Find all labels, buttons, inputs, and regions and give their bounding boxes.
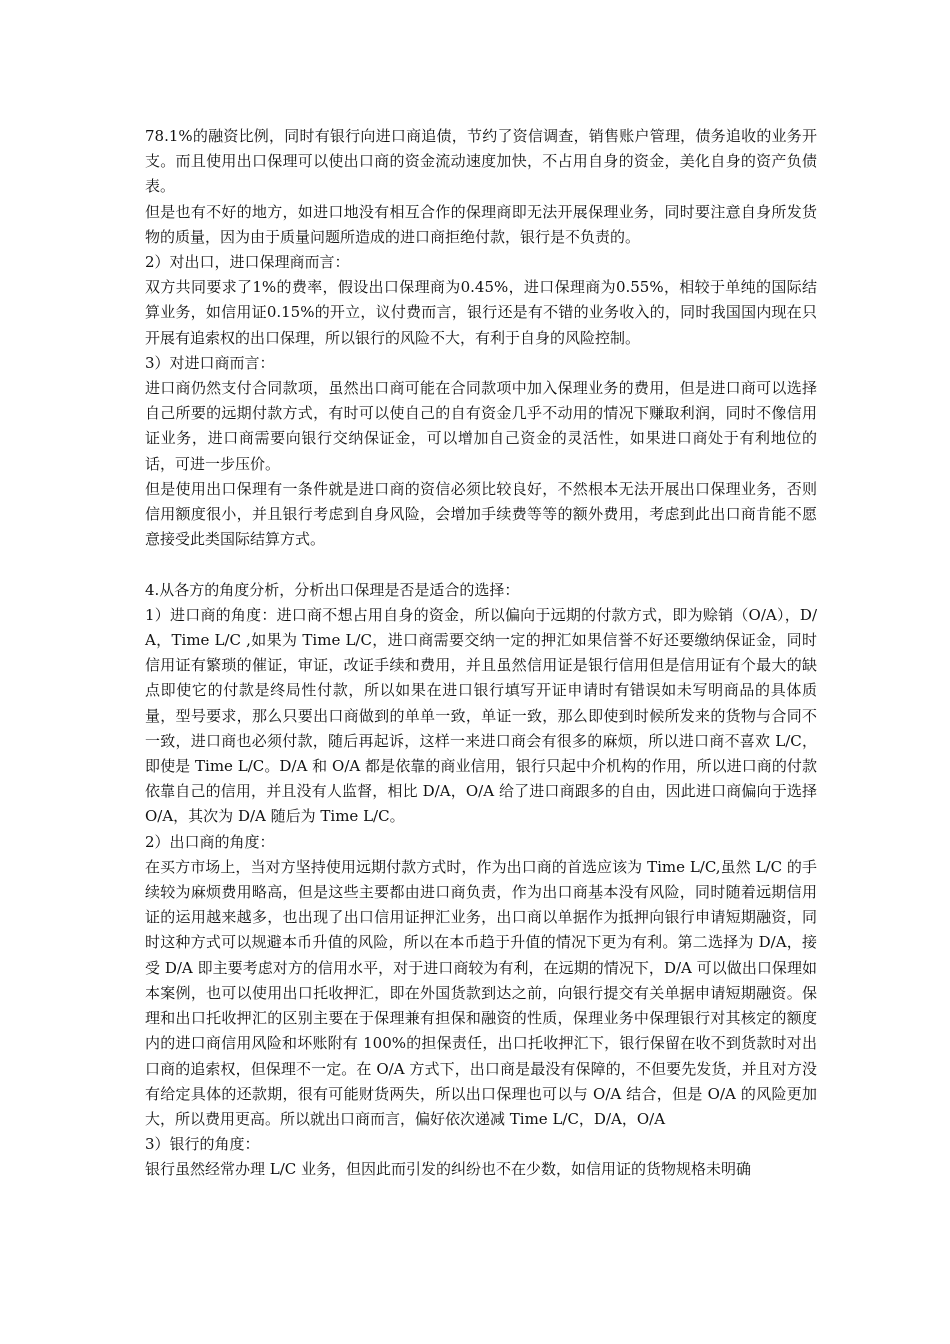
heading-exporter-angle: 2）出口商的角度： xyxy=(145,832,275,851)
paragraph-importer-conditions: 但是使用出口保理有一条件就是进口商的资信必须比较良好，不然根本无法开展出口保理业务，否则信用额度很小，并且银行考虑到自身风险，会增加手续费等等的额外费用，考虑到此出口商肯能不愿意接受此类国际结算方式。 xyxy=(145,479,817,549)
paragraph-factoring-drawbacks: 但是也有不好的地方，如进口地没有相互合作的保理商即无法开展保理业务，同时要注意自身所发货物的质量，因为由于质量问题所造成的进口商拒绝付款，银行是不负责的。 xyxy=(145,202,817,246)
paragraph-factoring-benefits: 78.1%的融资比例，同时有银行向进口商追债，节约了资信调查，销售账户管理，债务追收的业务开支。而且使用出口保理可以使出口商的资金流动速度加快，不占用自身的资金，美化自身的资产负债表。 xyxy=(145,127,817,196)
document-body xyxy=(145,124,817,1183)
heading-bank-angle: 3）银行的角度： xyxy=(145,1135,260,1154)
paragraph-exporter-angle: 在买方市场上，当对方坚持使用远期付款方式时，作为出口商的首选应该为 Time L/C,虽然 L/C 的手续较为麻烦费用略高，但是这些主要都由进口商负责，作为出口商基本没有风险，同时随着远期信用证的运用越来越多，也出现了出口信用证押汇业务，出口商以单据作为抵押向银行申请短期融资，同时这种方式可以规避本币升值的风险，所以在本币趋于升值的情况下更为有利。第二选择为 D/A，接受 D/A 即主要考虑对方的信用水平，对于进口商较为有利，在远期的情况下，D/A 可以做出口保理如本案例，也可以使用出口托收押汇，即在外国货款到达之前，向银行提交有关单据申请短期融资。保理和出口托收押汇的区别主要在于保理兼有担保和融资的性质，保理业务中保理银行对其核定的额度内的进口商信用风险和坏账附有 100%的担保责任，出口托收押汇下，银行保留在收不到货款时对出口商的追索权，但保理不一定。在 O/A 方式下，出口商是最没有保障的，不但要先发货，并且对方没有给定具体的还款期，很有可能财货两失，所以出口保理也可以与 O/A 结合，但是 O/A 的风险更加大，所以费用更高。所以就出口商而言，偏好依次递减 Time L/C，D/A，O/A xyxy=(145,857,817,1128)
paragraph-importer-angle: 1）进口商的角度：进口商不想占用自身的资金，所以偏向于远期的付款方式，即为赊销（O/A），D/A，Time L/C ,如果为 Time L/C，进口商需要交纳一定的押汇如果信誉不好还要缴纳保证金，同时信用证有繁琐的催证，审证，改证手续和费用，并且虽然信用证是银行信用但是信用证有个最大的缺点即使它的付款是终局性付款，所以如果在进口银行填写开证申请时有错误如未写明商品的具体质量，型号要求，那么只要出口商做到的单单一致，单证一致，那么即使到时候所发来的货物与合同不一致，进口商也必须付款，随后再起诉，这样一来进口商会有很多的麻烦，所以进口商不喜欢 L/C，即使是 Time L/C。D/A 和 O/A 都是依靠的商业信用，银行只起中介机构的作用，所以进口商的付款依靠自己的信用，并且没有人监督，相比 D/A，O/A 给了进口商跟多的自由，因此进口商偏向于选择 O/A，其次为 D/A 随后为 Time L/C。 xyxy=(145,605,817,826)
paragraph-importer-benefits: 进口商仍然支付合同款项，虽然出口商可能在合同款项中加入保理业务的费用，但是进口商可以选择自己所要的远期付款方式，有时可以使自己的自有资金几乎不动用的情况下赚取利润，同时不像信用证业务，进口商需要向银行交纳保证金，可以增加自己资金的灵活性，如果进口商处于有利地位的话，可进一步压价。 xyxy=(145,379,817,473)
paragraph-bank-angle: 银行虽然经常办理 L/C 业务，但因此而引发的纠纷也不在少数，如信用证的货物规格未明确 xyxy=(145,1160,752,1179)
blank-line xyxy=(145,552,817,577)
section-heading-analysis: 4.从各方的角度分析，分析出口保理是否是适合的选择： xyxy=(145,580,520,599)
paragraph-factor-fees: 双方共同要求了1%的费率，假设出口保理商为0.45%，进口保理商为0.55%，相较于单纯的国际结算业务，如信用证0.15%的开立，议付费而言，银行还是有不错的业务收入的，同时我国国内现在只开展有追索权的出口保理，所以银行的风险不大，有利于自身的风险控制。 xyxy=(145,278,817,347)
heading-importer-perspective: 3）对进口商而言： xyxy=(145,353,275,372)
heading-factor-perspective: 2）对出口，进口保理商而言： xyxy=(145,253,350,272)
